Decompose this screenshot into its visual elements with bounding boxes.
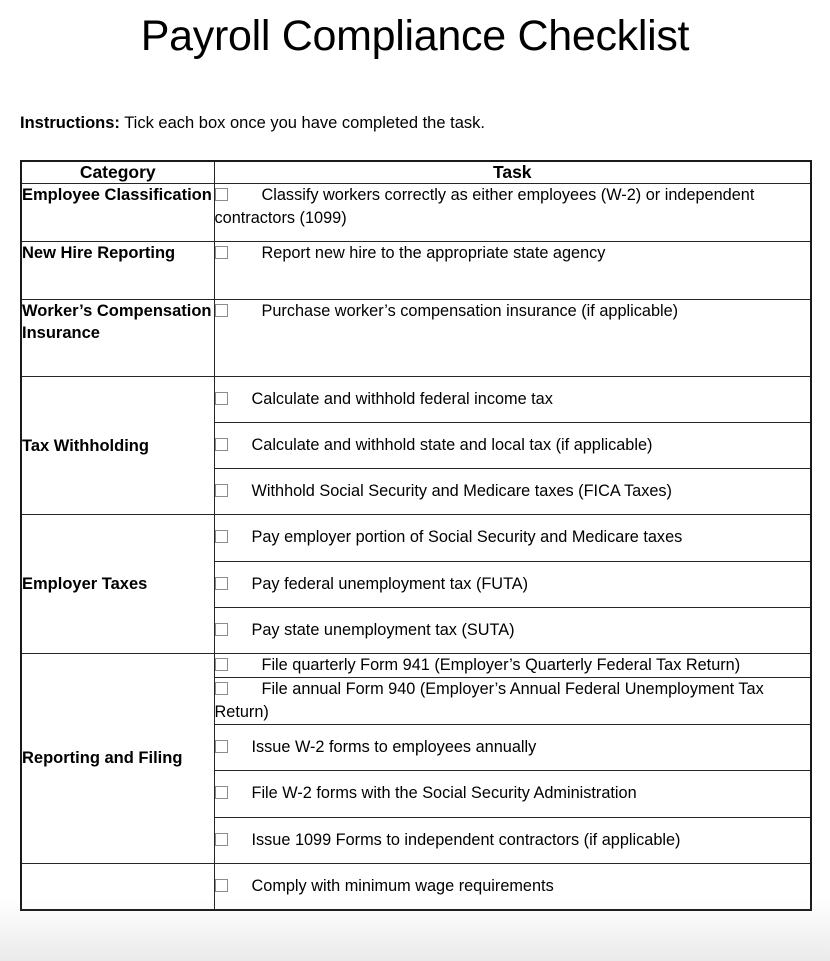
- table-header-row: [21, 161, 811, 184]
- table-row: [21, 242, 811, 300]
- instructions-text: Tick each box once you have completed the task.: [119, 114, 485, 132]
- task-label: Pay federal unemployment tax (FUTA): [251, 574, 529, 593]
- task-label: Withhold Social Security and Medicare taxes (FICA Taxes): [251, 482, 672, 501]
- checkbox-icon[interactable]: [215, 623, 228, 636]
- table-row: [21, 653, 811, 677]
- task-cell: [214, 607, 811, 653]
- table-row: [21, 515, 811, 561]
- task-cell: [214, 377, 811, 423]
- checkbox-icon[interactable]: [215, 438, 228, 451]
- column-header-category: Category: [21, 161, 214, 184]
- task-label: Calculate and withhold federal income tax: [251, 390, 553, 408]
- task-label: File quarterly Form 941 (Employer’s Quarterly Federal Tax Return): [261, 655, 741, 674]
- checkbox-icon[interactable]: [215, 577, 228, 590]
- task-cell: [214, 561, 811, 607]
- category-cell-workers-compensation-insurance: Worker’s Compensation Insurance: [21, 300, 214, 377]
- task-cell: [214, 184, 811, 242]
- checklist-table-container: [20, 160, 810, 911]
- task-cell: [214, 677, 811, 724]
- category-cell-reporting-and-filing: Reporting and Filing: [21, 653, 214, 863]
- checkbox-icon[interactable]: [215, 879, 228, 892]
- checkbox-icon[interactable]: [215, 740, 228, 753]
- task-cell: [214, 725, 811, 771]
- column-header-task: Task: [214, 161, 811, 184]
- table-row: [21, 300, 811, 377]
- table-row: [21, 863, 811, 910]
- task-label: Issue 1099 Forms to independent contractors (if applicable): [251, 830, 681, 849]
- task-cell: [214, 242, 811, 300]
- task-cell: [214, 863, 811, 910]
- task-cell: [214, 653, 811, 677]
- instructions-line: [0, 113, 485, 134]
- task-cell: [214, 817, 811, 863]
- checkbox-icon[interactable]: [215, 188, 228, 201]
- payroll-compliance-table: [20, 160, 812, 911]
- task-cell: [214, 515, 811, 561]
- checkbox-icon[interactable]: [215, 786, 228, 799]
- task-cell: [214, 469, 811, 515]
- checkbox-icon[interactable]: [215, 658, 228, 671]
- task-label: File annual Form 940 (Employer’s Annual Federal Unemployment Tax Return): [214, 679, 764, 722]
- category-cell-new-hire-reporting: New Hire Reporting: [21, 242, 214, 300]
- task-label: Report new hire to the appropriate state agency: [261, 244, 606, 262]
- page-title: Payroll Compliance Checklist: [140, 12, 690, 60]
- category-cell-employer-taxes: Employer Taxes: [21, 515, 214, 653]
- task-cell: [214, 771, 811, 817]
- task-label: Comply with minimum wage requirements: [251, 876, 554, 895]
- task-label: File W-2 forms with the Social Security Administration: [251, 784, 637, 803]
- checkbox-icon[interactable]: [215, 530, 228, 543]
- task-label: Pay employer portion of Social Security and Medicare taxes: [251, 528, 683, 547]
- task-label: Calculate and withhold state and local tax (if applicable): [251, 436, 653, 455]
- checkbox-icon[interactable]: [215, 682, 228, 695]
- category-cell-tax-withholding: Tax Withholding: [21, 377, 214, 515]
- checkbox-icon[interactable]: [215, 246, 228, 259]
- checkbox-icon[interactable]: [215, 833, 228, 846]
- table-row: [21, 377, 811, 423]
- category-cell-employee-classification: Employee Classification: [21, 184, 214, 242]
- task-cell: [214, 423, 811, 469]
- category-cell-continued: [21, 863, 214, 910]
- task-cell: [214, 300, 811, 377]
- table-body: [21, 184, 811, 910]
- checkbox-icon[interactable]: [215, 304, 228, 317]
- table-row: [21, 184, 811, 242]
- task-label: Issue W-2 forms to employees annually: [251, 738, 537, 757]
- task-label: Pay state unemployment tax (SUTA): [251, 620, 515, 639]
- task-label: Purchase worker’s compensation insurance (if applicable): [261, 302, 679, 320]
- checkbox-icon[interactable]: [215, 484, 228, 497]
- checkbox-icon[interactable]: [215, 392, 228, 405]
- instructions-label: Instructions:: [20, 114, 120, 132]
- task-label: Classify workers correctly as either employees (W-2) or independent contractors (1099): [214, 186, 755, 228]
